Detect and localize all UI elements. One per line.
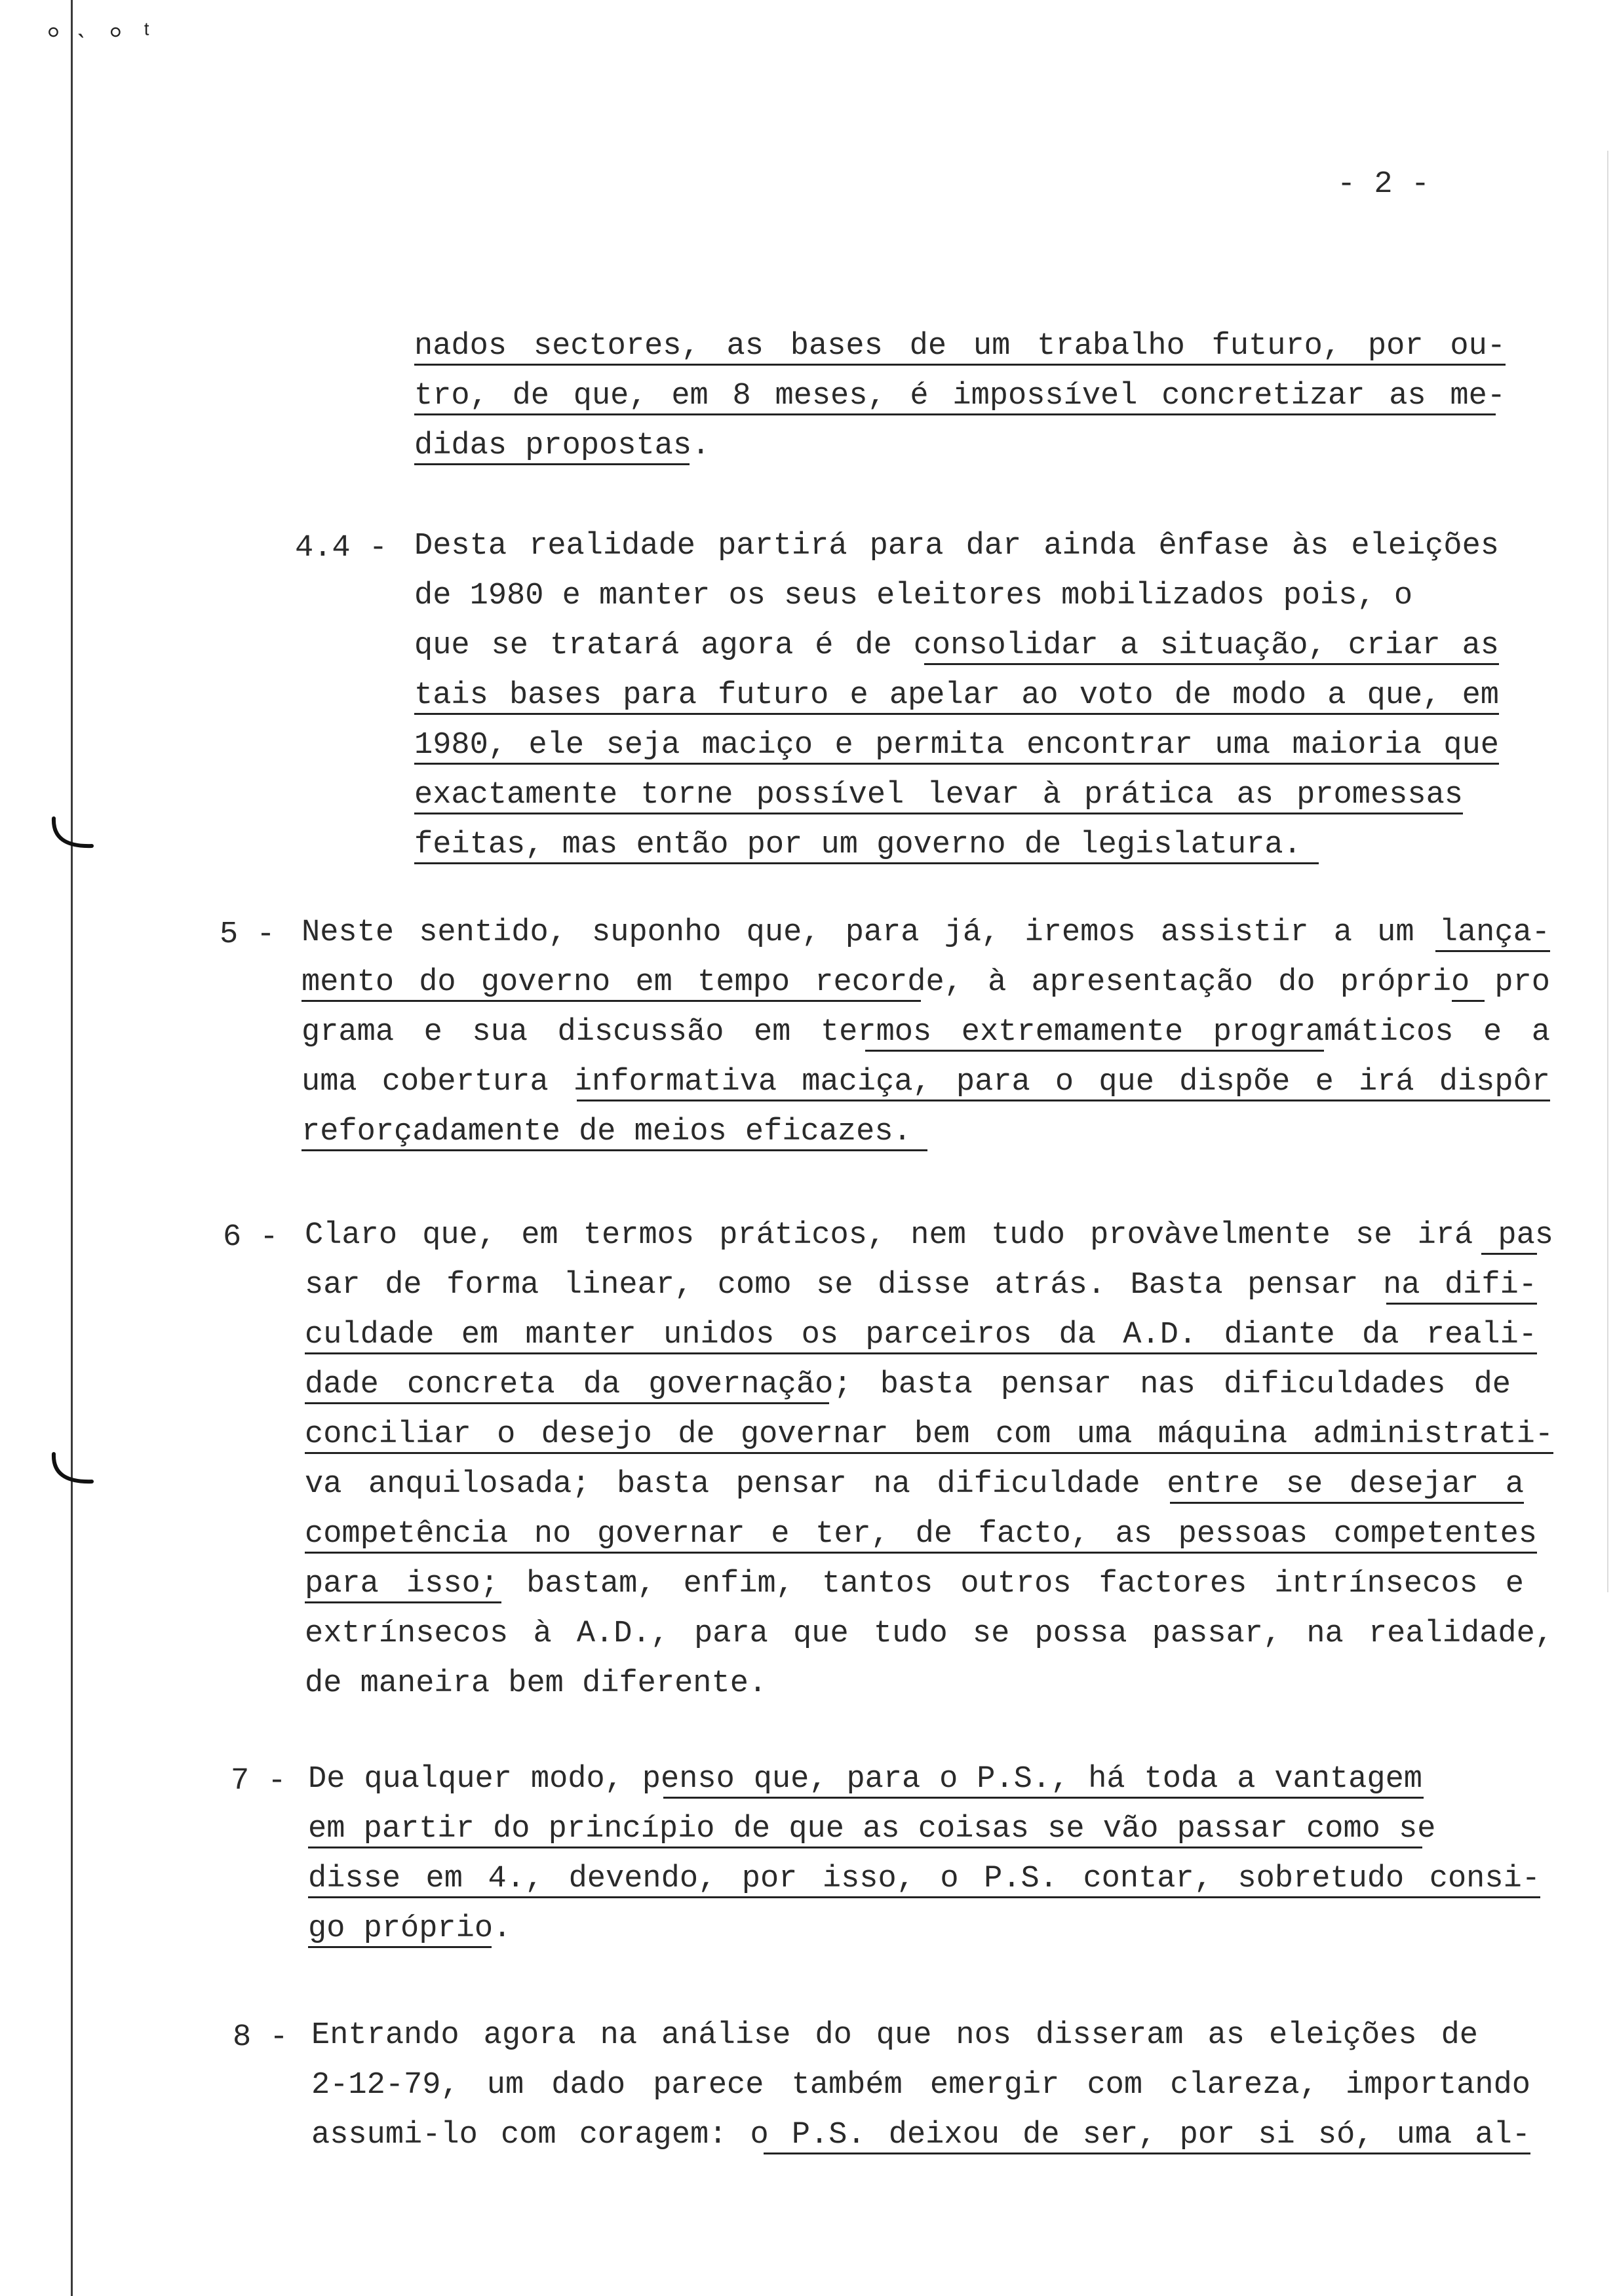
underline — [1386, 1303, 1537, 1305]
underline — [414, 862, 1319, 864]
text-line: sar de forma linear, como se disse atrás. Basta pensar na difi- — [305, 1268, 1537, 1303]
underline — [663, 1797, 1424, 1799]
text-line: va anquilosada; basta pensar na dificuldade entre se desejar a — [305, 1467, 1524, 1502]
paragraph-continuation — [414, 331, 1506, 482]
underline — [1481, 1253, 1537, 1255]
paragraph-8 — [233, 2020, 1576, 2177]
text-line: reforçadamente de meios eficazes. — [302, 1115, 912, 1149]
text-line: feitas, mas então por um governo de legislatura. — [414, 828, 1302, 862]
underline — [308, 1946, 492, 1948]
underline — [302, 1000, 921, 1002]
text-line: para isso; bastam, enfim, tantos outros factores intrínsecos e — [305, 1567, 1524, 1601]
text-line: assumi-lo com coragem: o P.S. deixou de ser, por si só, uma al- — [311, 2118, 1530, 2152]
text-line: grama e sua discussão em termos extremamente programáticos e a — [302, 1015, 1550, 1050]
paragraph-number: 8 - — [233, 2020, 288, 2055]
underline — [414, 364, 1506, 366]
paragraph-number: 7 - — [231, 1764, 286, 1799]
binder-hole-mark-icon — [46, 816, 98, 855]
text-line: conciliar o desejo de governar bem com uma máquina administrati- — [305, 1417, 1553, 1452]
text-line: que se tratará agora é de consolidar a situação, criar as — [414, 628, 1499, 663]
text-line: tais bases para futuro e apelar ao voto de modo a que, em — [414, 678, 1499, 713]
binding-margin-line — [71, 0, 73, 2296]
text-line: 1980, ele seja maciço e permita encontrar uma maioria que — [414, 728, 1499, 763]
right-edge-shadow — [1607, 151, 1608, 1592]
underline — [414, 813, 1463, 814]
underline — [308, 1846, 1422, 1848]
text-line: Claro que, em termos práticos, nem tudo provàvelmente se irá pas — [305, 1218, 1553, 1253]
underline — [865, 1050, 1324, 1052]
page-number: - 2 - — [1337, 167, 1430, 202]
text-line: exactamente torne possível levar à prática as promessas — [414, 778, 1463, 813]
text-line: disse em 4., devendo, por isso, o P.S. contar, sobretudo consi- — [308, 1862, 1540, 1896]
paragraph-number: 4.4 - — [295, 531, 388, 565]
underline — [414, 463, 690, 465]
text-line: extrínsecos à A.D., para que tudo se possa passar, na realidade, — [305, 1617, 1553, 1651]
text-line: 2-12-79, um dado parece também emergir com clareza, importando — [311, 2068, 1530, 2103]
text-line: em partir do princípio de que as coisas se vão passar como se — [308, 1812, 1436, 1846]
underline — [1170, 1502, 1524, 1504]
paragraph-4-4 — [295, 531, 1540, 871]
text-line: De qualquer modo, penso que, para o P.S., há toda a vantagem — [308, 1762, 1422, 1797]
text-line: culdade em manter unidos os parceiros da A.D. diante da reali- — [305, 1318, 1537, 1352]
underline — [308, 1896, 1540, 1898]
text-line: Desta realidade partirá para dar ainda ênfase às eleições — [414, 529, 1499, 564]
underline — [305, 1402, 829, 1404]
text-line: competência no governar e ter, de facto, as pessoas competentes — [305, 1517, 1537, 1552]
corner-marks: ⸰ ˴ ⸰ ᵗ — [46, 20, 155, 50]
underline — [924, 663, 1499, 665]
underline — [305, 1452, 1553, 1454]
text-line: tro, de que, em 8 meses, é impossível concretizar as me- — [414, 379, 1506, 413]
underline — [302, 1149, 927, 1151]
underline — [577, 1100, 1550, 1101]
paragraph-7 — [231, 1764, 1574, 1974]
paragraph-number: 6 - — [223, 1220, 279, 1255]
underline — [305, 1352, 1537, 1354]
text-line: Entrando agora na análise do que nos disseram as eleições de — [311, 2018, 1478, 2053]
text-line: go próprio. — [308, 1911, 512, 1946]
text-line: de maneira bem diferente. — [305, 1666, 768, 1701]
underline — [305, 1601, 501, 1603]
text-line: mento do governo em tempo recorde, à apresentação do próprio pro — [302, 965, 1550, 1000]
text-line: de 1980 e manter os seus eleitores mobilizados pois, o — [414, 579, 1413, 613]
paragraph-5 — [220, 917, 1563, 1179]
text-line: Neste sentido, suponho que, para já, iremos assistir a um lança- — [302, 915, 1550, 950]
text-line: didas propostas. — [414, 429, 710, 463]
underline — [764, 2152, 1530, 2154]
underline — [414, 413, 1496, 415]
binder-hole-mark-icon — [46, 1451, 98, 1491]
underline — [305, 1552, 1537, 1554]
text-line: nados sectores, as bases de um trabalho futuro, por ou- — [414, 329, 1506, 364]
underline — [414, 713, 1499, 715]
paragraph-6 — [223, 1220, 1566, 1718]
underline — [414, 763, 1499, 765]
underline — [1435, 950, 1550, 952]
paragraph-number: 5 - — [220, 917, 275, 952]
text-line: dade concreta da governação; basta pensar nas dificuldades de — [305, 1368, 1511, 1402]
underline — [1452, 1000, 1485, 1002]
text-line: uma cobertura informativa maciça, para o que dispõe e irá dispôr — [302, 1065, 1550, 1100]
